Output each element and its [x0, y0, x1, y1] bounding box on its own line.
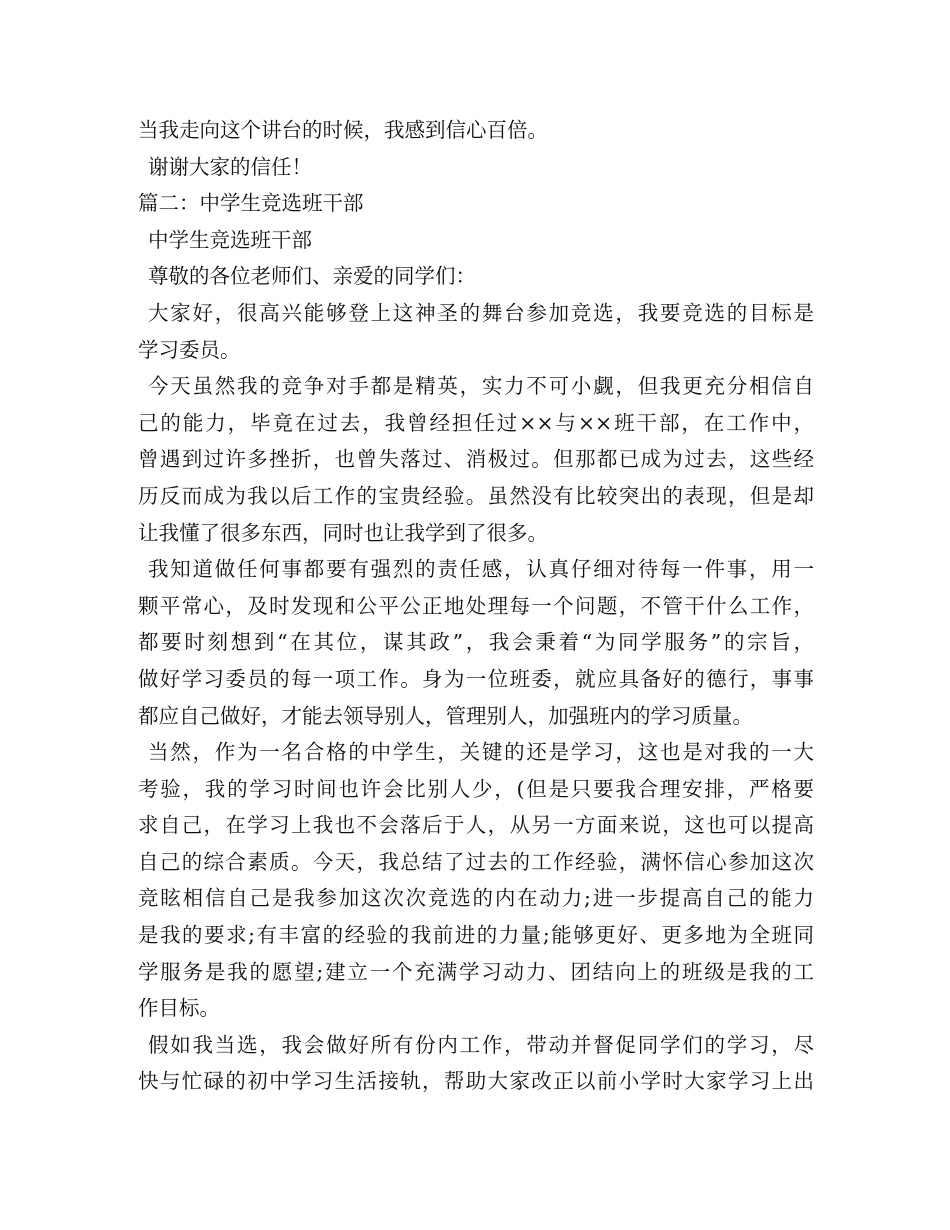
text-line: 自己的综合素质。今天，我总结了过去的工作经验，满怀信心参加这次 — [138, 849, 814, 874]
text-line: 学服务是我的愿望;建立一个充满学习动力、团结向上的班级是我的工 — [138, 959, 814, 984]
document-body — [138, 112, 814, 1100]
text-line: 学习委员。 — [138, 337, 241, 362]
text-line: 己的能力，毕竟在过去，我曾经担任过××与××班干部，在工作中， — [138, 410, 814, 435]
text-line: 当我走向这个讲台的时候，我感到信心百倍。 — [138, 118, 548, 142]
text-line: 当然，作为一名合格的中学生，关键的还是学习，这也是对我的一大 — [148, 740, 814, 765]
text-line: 大家好，很高兴能够登上这神圣的舞台参加竞选，我要竞选的目标是 — [148, 300, 814, 325]
text-line: 考验，我的学习时间也许会比别人少，(但是只要我合理安排，严格要 — [138, 776, 814, 801]
text-line: 谢谢大家的信任！ — [148, 154, 312, 179]
text-line: 假如我当选，我会做好所有份内工作，带动并督促同学们的学习，尽 — [148, 1032, 814, 1057]
text-line: 我知道做任何事都要有强烈的责任感，认真仔细对待每一件事，用一 — [148, 557, 814, 582]
text-line: 尊敬的各位老师们、亲爱的同学们： — [148, 264, 476, 289]
text-line: 颗平常心，及时发现和公平公正地处理每一个问题，不管干什么工作， — [138, 593, 814, 618]
text-line: 篇二：中学生竞选班干部 — [138, 191, 364, 216]
text-line: 曾遇到过许多挫折，也曾失落过、消极过。但那都已成为过去，这些经 — [138, 447, 814, 472]
text-line: 历反而成为我以后工作的宝贵经验。虽然没有比较突出的表现，但是却 — [138, 483, 814, 508]
text-line: 快与忙碌的初中学习生活接轨，帮助大家改正以前小学时大家学习上出 — [138, 1069, 814, 1094]
text-line: 今天虽然我的竞争对手都是精英，实力不可小觑，但我更充分相信自 — [148, 374, 814, 399]
text-line: 中学生竞选班干部 — [148, 227, 312, 252]
text-line: 让我懂了很多东西，同时也让我学到了很多。 — [138, 520, 548, 545]
text-line: 都要时刻想到“在其位，谋其政”，我会秉着“为同学服务”的宗旨， — [138, 630, 814, 655]
text-line: 作目标。 — [138, 996, 220, 1021]
text-line: 做好学习委员的每一项工作。身为一位班委，就应具备好的德行，事事 — [138, 666, 814, 691]
text-line: 竞眩相信自己是我参加这次次竞选的内在动力;进一步提高自己的能力 — [138, 886, 814, 911]
text-line: 求自己，在学习上我也不会落后于人，从另一方面来说，这也可以提高 — [138, 813, 814, 838]
text-line: 都应自己做好，才能去领导别人，管理别人，加强班内的学习质量。 — [138, 703, 753, 728]
text-line: 是我的要求;有丰富的经验的我前进的力量;能够更好、更多地为全班同 — [138, 923, 814, 948]
